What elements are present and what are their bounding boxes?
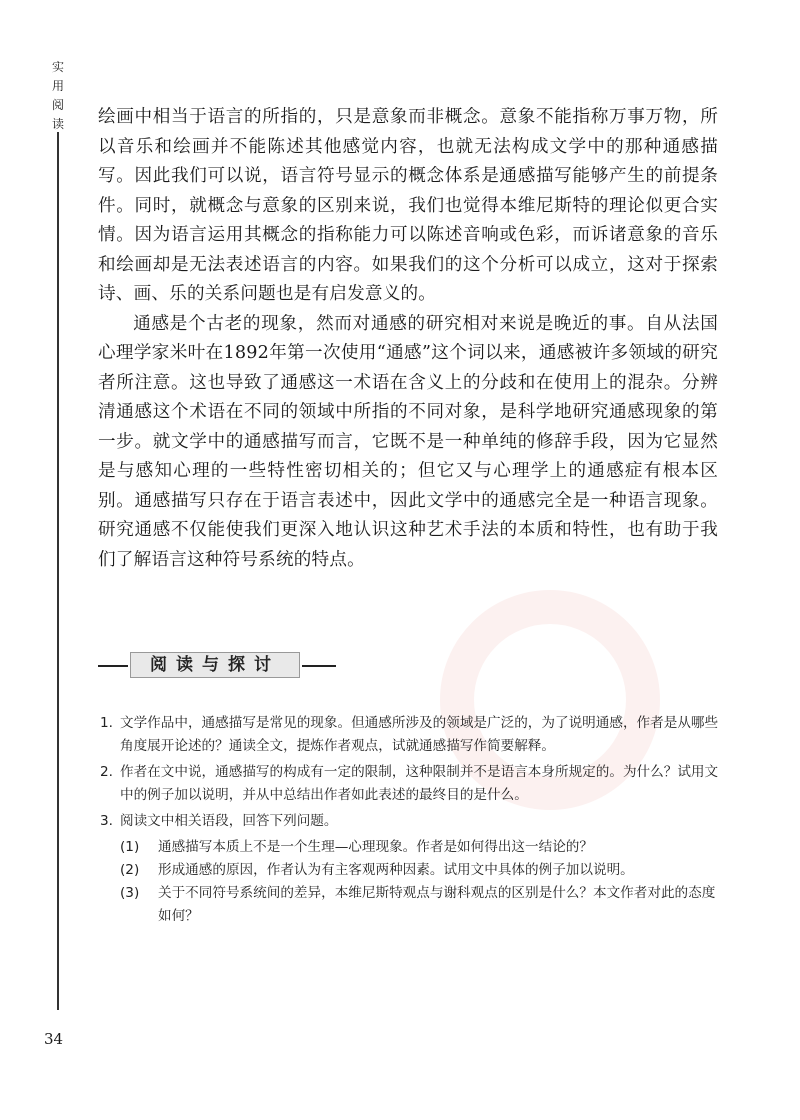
side-label [50, 58, 66, 134]
question-item [100, 810, 720, 833]
section-header [98, 652, 358, 680]
question-list [100, 712, 720, 928]
sub-question-number: (2) [120, 862, 140, 878]
sub-question-text: 通感描写本质上不是一个生理—心理现象。作者是如何得出这一结论的？ [158, 839, 593, 855]
sub-question-number: (1) [120, 839, 140, 855]
body-text [98, 103, 718, 575]
sub-question-item [100, 882, 720, 928]
paragraph: 通感是个古老的现象，然而对通感的研究相对来说是晚近的事。自从法国心理学家米叶在1892年第一次使用“通感”这个词以来，通感被许多领域的研究者所注意。这也导致了通感这一术语在含义上的分歧和在使用上的混杂。分辨清通感这个术语在不同的领域中所指的不同对象，是科学地研究通感现象的第一步。就文学中的通感描写而言，它既不是一种单纯的修辞手段，因为它显然是与感知心理的一些特性密切相关的；但它又与心理学上的通感症有根本区别。通感描写只存在于语言表述中，因此文学中的通感完全是一种语言现象。研究通感不仅能使我们更深入地认识这种艺术手法的本质和特性，也有助于我们了解语言这种符号系统的特点。 [98, 313, 718, 570]
question-text: 阅读文中相关语段，回答下列问题。 [120, 813, 338, 829]
question-number: 2. [100, 764, 113, 780]
header-rule-right [302, 665, 336, 667]
header-rule-left [98, 665, 128, 667]
question-text: 作者在文中说，通感描写的构成有一定的限制，这种限制并不是语言本身所规定的。为什么？试用文中的例子加以说明，并从中总结出作者如此表述的最终目的是什么。 [120, 764, 719, 803]
side-label-char: 用 [51, 79, 64, 93]
sub-question-text: 关于不同符号系统间的差异，本维尼斯特观点与谢科观点的区别是什么？本文作者对此的态度如何？ [158, 885, 716, 924]
margin-rule [57, 132, 59, 1010]
sub-question-text: 形成通感的原因，作者认为有主客观两种因素。试用文中具体的例子加以说明。 [158, 862, 634, 878]
question-item [100, 712, 720, 758]
paragraph: 绘画中相当于语言的所指的，只是意象而非概念。意象不能指称万事万物，所以音乐和绘画并不能陈述其他感觉内容，也就无法构成文学中的那种通感描写。因此我们可以说，语言符号显示的概念体系是通感描写能够产生的前提条件。同时，就概念与意象的区别来说，我们也觉得本维尼斯特的理论似更合实情。因为语言运用其概念的指称能力可以陈述音响或色彩，而诉诸意象的音乐和绘画却是无法表述语言的内容。如果我们的这个分析可以成立，这对于探索诗、画、乐的关系问题也是有启发意义的。 [98, 107, 718, 304]
page-number: 34 [44, 1030, 64, 1048]
side-label-char: 实 [51, 60, 64, 74]
question-number: 3. [100, 813, 113, 829]
sub-question-item [100, 859, 720, 882]
question-item [100, 761, 720, 807]
sub-question-number: (3) [120, 885, 140, 901]
sub-question-item [100, 836, 720, 859]
side-label-char: 阅 [51, 98, 64, 112]
question-number: 1. [100, 715, 113, 731]
question-text: 文学作品中，通感描写是常见的现象。但通感所涉及的领域是广泛的，为了说明通感，作者是从哪些角度展开论述的？通读全文，提炼作者观点，试就通感描写作简要解释。 [120, 715, 719, 754]
side-label-char: 读 [51, 117, 64, 131]
section-title: 阅读与探讨 [130, 652, 300, 678]
